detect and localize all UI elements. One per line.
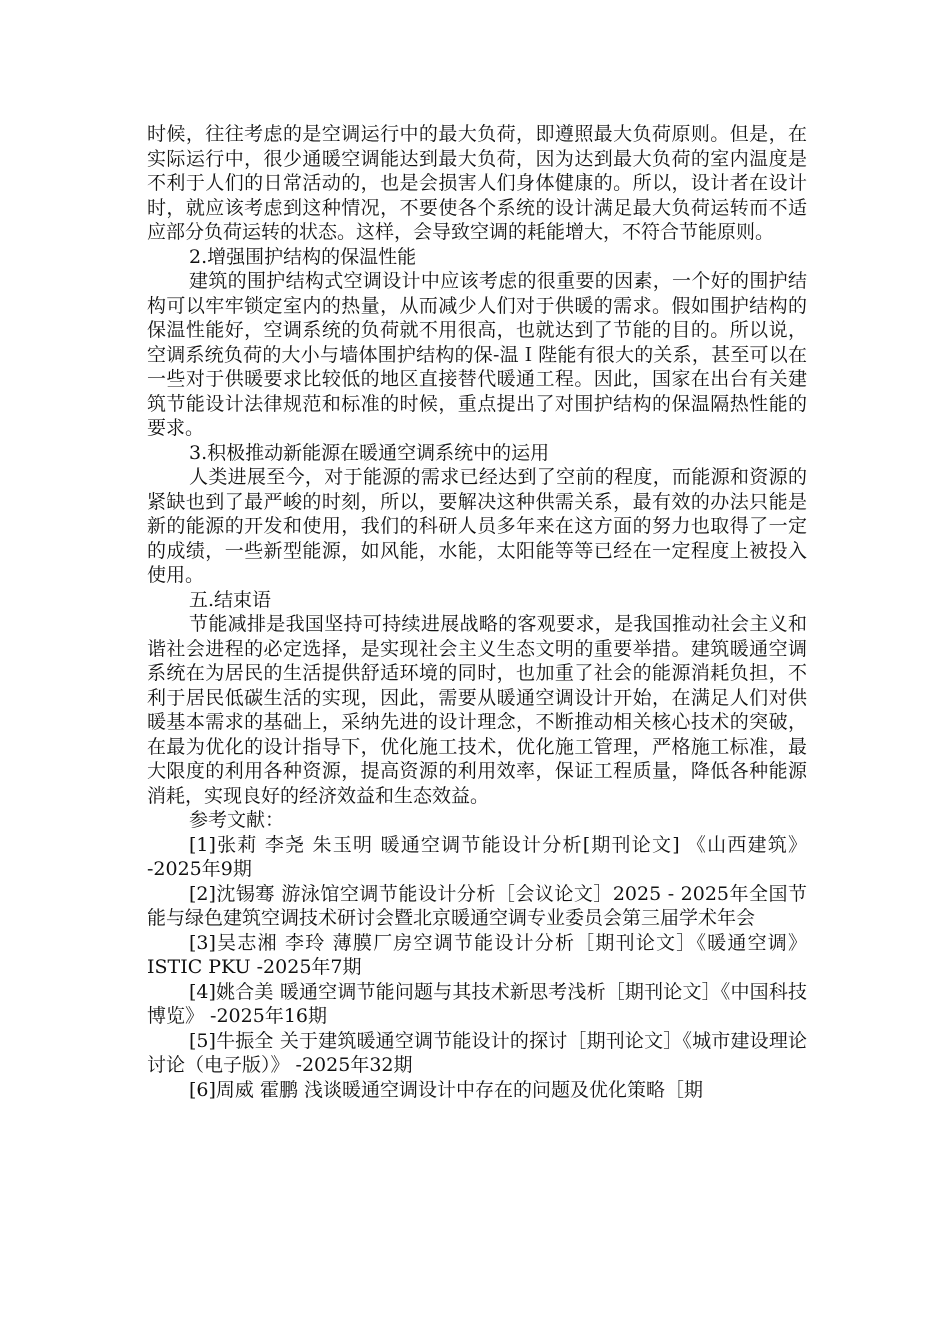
reference-item-6: [6]周威 霍鹏 浅谈暖通空调设计中存在的问题及优化策略［期 <box>189 1078 703 1101</box>
heading-references: 参考文献： <box>189 809 285 831</box>
reference-item-2: [2]沈锡骞 游泳馆空调节能设计分析［会议论文］2025 - 2025年全国节能与绿色建筑空调技术研讨会暨北京暖通空调专业委员会第三届学术年会 <box>147 882 807 929</box>
reference-item-4: [4]姚合美 暖通空调节能问题与其技术新思考浅析［期刊论文］《中国科技博览》 -2025年16期 <box>147 980 807 1027</box>
heading-envelope-insulation: 2.增强围护结构的保温性能 <box>189 245 417 268</box>
paragraph-max-load-principle: 时候，往往考虑的是空调运行中的最大负荷，即遵照最大负荷原则。但是，在实际运行中，很少通暖空调能达到最大负荷，因为达到最大负荷的室内温度是不利于人们的日常活动的，也是会损害人们身体健康的。所以，设计者在设计时，就应该考虑到这种情况，不要使各个系统的设计满足最大负荷运转而不适应部分负荷运转的状态。这样，会导致空调的耗能增大，不符合节能原则。 <box>147 123 807 243</box>
reference-item-5: [5]牛振全 关于建筑暖通空调节能设计的探讨［期刊论文］《城市建设理论讨论（电子版）》 -2025年32期 <box>147 1029 807 1076</box>
heading-new-energy: 3.积极推动新能源在暖通空调系统中的运用 <box>189 441 550 464</box>
document-body <box>147 122 807 1102</box>
paragraph-new-energy: 人类进展至今，对于能源的需求已经达到了空前的程度，而能源和资源的紧缺也到了最严峻的时刻，所以，要解决这种供需关系，最有效的办法只能是新的能源的开发和使用，我们的科研人员多年来在这方面的努力也取得了一定的成绩，一些新型能源，如风能，水能，太阳能等等已经在一定程度上被投入使用。 <box>147 466 807 586</box>
paragraph-conclusion: 节能减排是我国坚持可持续进展战略的客观要求，是我国推动社会主义和谐社会进程的必定选择，是实现社会主义生态文明的重要举措。建筑暖通空调系统在为居民的生活提供舒适环境的同时，也加重了社会的能源消耗负担，不利于居民低碳生活的实现，因此，需要从暖通空调设计开始，在满足人们对供暖基本需求的基础上，采纳先进的设计理念，不断推动相关核心技术的突破，在最为优化的设计指导下，优化施工技术，优化施工管理，严格施工标准，最大限度的利用各种资源，提高资源的利用效率，保证工程质量，降低各种能源消耗，实现良好的经济效益和生态效益。 <box>147 613 807 807</box>
reference-item-1: [1]张莉 李尧 朱玉明 暖通空调节能设计分析[期刊论文] 《山西建筑》 -2025年9期 <box>147 833 807 880</box>
paragraph-envelope-insulation: 建筑的围护结构式空调设计中应该考虑的很重要的因素，一个好的围护结构可以牢牢锁定室内的热量，从而减少人们对于供暖的需求。假如围护结构的保温性能好，空调系统的负荷就不用很高，也就达到了节能的目的。所以说，空调系统负荷的大小与墙体围护结构的保-温Ｉ陛能有很大的关系，甚至可以在一些对于供暖要求比较低的地区直接替代暖通工程。因此，国家在出台有关建筑节能设计法律规范和标准的时候，重点提出了对围护结构的保温隔热性能的要求。 <box>147 270 807 439</box>
heading-conclusion: 五.结束语 <box>189 588 272 611</box>
reference-item-3: [3]吴志湘 李玲 薄膜厂房空调节能设计分析［期刊论文］《暖通空调》 ISTIC PKU -2025年7期 <box>147 931 807 978</box>
